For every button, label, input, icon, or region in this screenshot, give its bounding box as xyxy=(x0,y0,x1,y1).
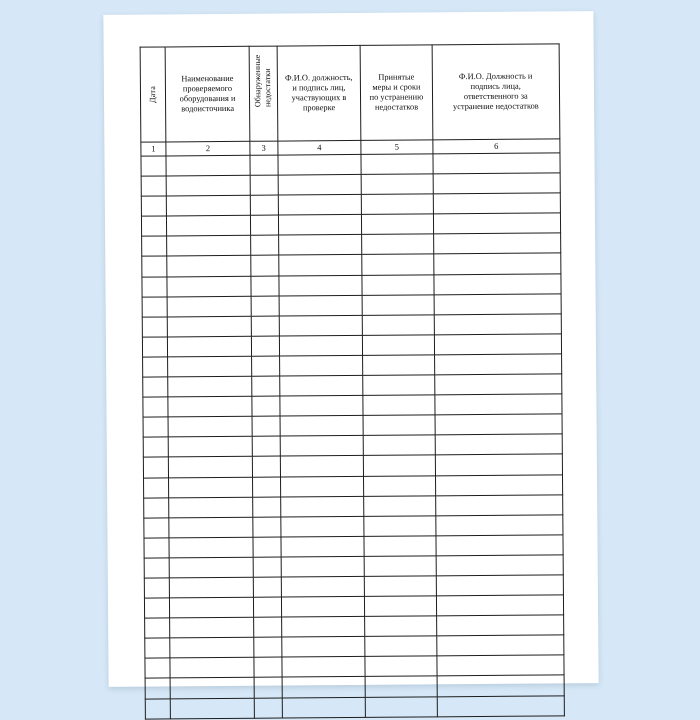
table-cell[interactable] xyxy=(436,555,564,576)
table-cell[interactable] xyxy=(167,236,251,257)
table-cell[interactable] xyxy=(434,394,562,415)
table-cell[interactable] xyxy=(252,477,280,497)
table-cell[interactable] xyxy=(363,375,434,396)
column-header-responsible xyxy=(432,44,560,140)
table-cell[interactable] xyxy=(168,376,252,397)
table-cell[interactable] xyxy=(169,477,253,498)
table-cell[interactable] xyxy=(361,174,432,195)
document-page xyxy=(103,11,598,687)
table-cell[interactable] xyxy=(144,538,169,558)
column-header-equipment-line2: проверяемого xyxy=(182,83,233,94)
table-cell[interactable] xyxy=(365,676,436,697)
table-cell[interactable] xyxy=(280,476,364,497)
table-cell[interactable] xyxy=(436,535,564,556)
table-cell[interactable] xyxy=(143,417,168,437)
table-cell[interactable] xyxy=(433,253,561,274)
table-cell[interactable] xyxy=(254,698,282,718)
table-cell[interactable] xyxy=(364,556,435,577)
table-cell[interactable] xyxy=(278,235,362,256)
table-cell[interactable] xyxy=(362,295,433,316)
table-cell[interactable] xyxy=(366,696,437,717)
table-cell[interactable] xyxy=(253,577,281,597)
table-cell[interactable] xyxy=(167,296,251,317)
table-cell[interactable] xyxy=(279,396,363,417)
table-cell[interactable] xyxy=(141,216,166,236)
table-cell[interactable] xyxy=(254,617,282,637)
table-cell[interactable] xyxy=(170,658,254,679)
table-cell[interactable] xyxy=(169,517,253,538)
table-cell[interactable] xyxy=(362,254,433,275)
table-cell[interactable] xyxy=(281,576,365,597)
table-cell[interactable] xyxy=(170,638,254,659)
table-cell[interactable] xyxy=(143,357,168,377)
table-cell[interactable] xyxy=(365,596,436,617)
table-cell[interactable] xyxy=(142,236,167,256)
column-header-measures-line2: меры и сроки xyxy=(372,82,421,92)
column-header-defects-label xyxy=(252,54,273,108)
table-cell[interactable] xyxy=(281,596,365,617)
table-cell[interactable] xyxy=(361,154,432,175)
table-cell[interactable] xyxy=(279,335,363,356)
table-cell[interactable] xyxy=(433,273,561,294)
table-cell[interactable] xyxy=(278,255,362,276)
table-cell[interactable] xyxy=(251,276,279,296)
table-cell[interactable] xyxy=(253,517,281,537)
table-cell[interactable] xyxy=(363,355,434,376)
table-cell[interactable] xyxy=(253,597,281,617)
table-cell[interactable] xyxy=(144,578,169,598)
table-cell[interactable] xyxy=(169,497,253,518)
table-cell[interactable] xyxy=(145,658,170,678)
table-cell[interactable] xyxy=(252,436,280,456)
table-cell[interactable] xyxy=(363,315,434,336)
table-cell[interactable] xyxy=(251,336,279,356)
table-cell[interactable] xyxy=(364,536,435,557)
table-cell[interactable] xyxy=(143,457,168,477)
column-header-inspectors-line2: и подпись лиц, xyxy=(292,82,346,93)
column-header-responsible-line1: Ф.И.О. Должность и xyxy=(458,71,533,81)
table-cell[interactable] xyxy=(250,155,278,175)
table-cell[interactable] xyxy=(279,375,363,396)
table-cell[interactable] xyxy=(251,356,279,376)
table-cell[interactable] xyxy=(142,317,167,337)
page-content-area xyxy=(140,43,565,656)
table-cell[interactable] xyxy=(365,616,436,637)
table-cell[interactable] xyxy=(254,657,282,677)
table-cell[interactable] xyxy=(144,477,169,497)
journal-table xyxy=(140,43,565,719)
table-cell[interactable] xyxy=(279,315,363,336)
table-cell[interactable] xyxy=(281,556,365,577)
table-cell[interactable] xyxy=(142,277,167,297)
table-cell[interactable] xyxy=(435,494,563,515)
table-cell[interactable] xyxy=(250,195,278,215)
table-cell[interactable] xyxy=(362,234,433,255)
table-cell[interactable] xyxy=(434,314,562,335)
table-cell[interactable] xyxy=(254,637,282,657)
column-header-equipment-line3: оборудования и xyxy=(179,93,236,104)
table-cell[interactable] xyxy=(282,677,366,698)
table-cell[interactable] xyxy=(170,698,254,719)
column-number-5: 5 xyxy=(361,140,432,155)
table-cell[interactable] xyxy=(169,577,253,598)
table-cell[interactable] xyxy=(365,576,436,597)
table-cell[interactable] xyxy=(168,356,252,377)
table-cell[interactable] xyxy=(435,515,563,536)
table-cell[interactable] xyxy=(281,657,365,678)
table-cell[interactable] xyxy=(166,155,250,176)
column-header-equipment xyxy=(165,46,250,142)
column-header-inspectors-line3: участвующих в xyxy=(291,93,347,103)
table-cell[interactable] xyxy=(278,215,362,236)
column-number-4: 4 xyxy=(277,140,361,155)
table-cell[interactable] xyxy=(144,558,169,578)
table-cell[interactable] xyxy=(143,397,168,417)
table-row[interactable] xyxy=(145,695,564,718)
table-cell[interactable] xyxy=(434,294,562,315)
table-cell[interactable] xyxy=(168,437,252,458)
table-cell[interactable] xyxy=(170,597,254,618)
table-cell[interactable] xyxy=(168,457,252,478)
column-header-responsible-line4: устранение недостатков xyxy=(452,101,539,112)
table-cell[interactable] xyxy=(143,437,168,457)
table-cell[interactable] xyxy=(363,395,434,416)
table-cell[interactable] xyxy=(144,598,169,618)
table-body xyxy=(141,139,565,719)
table-cell[interactable] xyxy=(252,396,280,416)
table-cell[interactable] xyxy=(278,175,362,196)
column-header-equipment-line1: Наименование xyxy=(181,73,234,83)
column-number-3: 3 xyxy=(250,141,278,155)
table-cell[interactable] xyxy=(169,537,253,558)
column-header-date xyxy=(140,47,166,142)
column-number-1: 1 xyxy=(141,142,166,156)
table-cell[interactable] xyxy=(252,376,280,396)
table-cell[interactable] xyxy=(145,618,170,638)
table-cell[interactable] xyxy=(433,233,561,254)
table-cell[interactable] xyxy=(435,454,563,475)
table-cell[interactable] xyxy=(434,334,562,355)
table-cell[interactable] xyxy=(278,154,362,175)
table-cell[interactable] xyxy=(365,636,436,657)
table-cell[interactable] xyxy=(253,537,281,557)
table-cell[interactable] xyxy=(251,256,279,276)
table-cell[interactable] xyxy=(364,475,435,496)
table-head xyxy=(140,44,560,142)
table-cell[interactable] xyxy=(142,256,167,276)
table-cell[interactable] xyxy=(250,175,278,195)
table-cell[interactable] xyxy=(166,195,250,216)
table-cell[interactable] xyxy=(141,196,166,216)
table-cell[interactable] xyxy=(280,496,364,517)
column-header-defects-line1: Обнаруженные xyxy=(252,54,263,108)
column-header-responsible-line3: ответственного за xyxy=(463,91,528,102)
table-cell[interactable] xyxy=(253,557,281,577)
table-cell[interactable] xyxy=(363,335,434,356)
table-cell[interactable] xyxy=(364,435,435,456)
column-header-responsible-line2: подпись лица, xyxy=(470,81,521,91)
table-cell[interactable] xyxy=(142,297,167,317)
table-cell[interactable] xyxy=(433,213,561,234)
table-cell[interactable] xyxy=(251,316,279,336)
table-cell[interactable] xyxy=(253,497,281,517)
column-header-inspectors xyxy=(277,45,362,141)
table-cell[interactable] xyxy=(363,415,434,436)
column-header-measures-line1: Принятые xyxy=(378,71,415,82)
column-header-measures-line4: недостатков xyxy=(374,102,419,113)
table-cell[interactable] xyxy=(166,175,250,196)
table-cell[interactable] xyxy=(436,595,564,616)
table-cell[interactable] xyxy=(278,195,362,216)
table-cell[interactable] xyxy=(280,416,364,437)
table-cell[interactable] xyxy=(145,698,170,718)
table-cell[interactable] xyxy=(145,638,170,658)
table-cell[interactable] xyxy=(436,655,564,676)
table-cell[interactable] xyxy=(433,153,561,174)
table-cell[interactable] xyxy=(433,193,561,214)
table-cell[interactable] xyxy=(365,656,436,677)
table-cell[interactable] xyxy=(170,678,254,699)
table-cell[interactable] xyxy=(250,215,278,235)
table-cell[interactable] xyxy=(435,414,563,435)
column-header-date-label: Дата xyxy=(148,85,158,104)
column-number-6: 6 xyxy=(432,139,560,154)
table-cell[interactable] xyxy=(433,173,561,194)
table-cell[interactable] xyxy=(434,354,562,375)
table-cell[interactable] xyxy=(279,355,363,376)
table-cell[interactable] xyxy=(280,436,364,457)
column-number-2: 2 xyxy=(166,141,250,156)
table-cell[interactable] xyxy=(142,337,167,357)
table-cell[interactable] xyxy=(362,214,433,235)
header-row xyxy=(140,44,560,142)
table-cell[interactable] xyxy=(167,256,251,277)
table-cell[interactable] xyxy=(437,695,565,716)
table-cell[interactable] xyxy=(141,156,166,176)
table-cell[interactable] xyxy=(364,495,435,516)
table-cell[interactable] xyxy=(364,516,435,537)
table-cell[interactable] xyxy=(434,374,562,395)
table-cell[interactable] xyxy=(141,176,166,196)
table-cell[interactable] xyxy=(279,295,363,316)
table-cell[interactable] xyxy=(280,516,364,537)
table-cell[interactable] xyxy=(282,697,366,718)
table-cell[interactable] xyxy=(168,416,252,437)
table-cell[interactable] xyxy=(252,456,280,476)
table-cell[interactable] xyxy=(251,235,279,255)
column-header-defects xyxy=(249,46,277,141)
column-header-inspectors-line1: Ф.И.О. должность, xyxy=(285,72,353,83)
table-cell[interactable] xyxy=(280,456,364,477)
column-header-measures-line3: по устранению xyxy=(369,92,424,102)
table-cell[interactable] xyxy=(436,615,564,636)
table-cell[interactable] xyxy=(145,678,170,698)
table-cell[interactable] xyxy=(170,617,254,638)
table-cell[interactable] xyxy=(364,455,435,476)
column-header-measures xyxy=(360,45,432,141)
table-cell[interactable] xyxy=(251,296,279,316)
table-cell[interactable] xyxy=(362,194,433,215)
table-cell[interactable] xyxy=(281,637,365,658)
column-header-inspectors-line4: проверке xyxy=(302,103,336,113)
table-cell[interactable] xyxy=(167,216,251,237)
column-header-defects-line2: недостатки xyxy=(263,68,273,108)
table-cell[interactable] xyxy=(362,274,433,295)
table-cell[interactable] xyxy=(436,575,564,596)
table-cell[interactable] xyxy=(144,518,169,538)
table-cell[interactable] xyxy=(168,336,252,357)
table-cell[interactable] xyxy=(435,434,563,455)
table-cell[interactable] xyxy=(252,416,280,436)
table-cell[interactable] xyxy=(435,474,563,495)
table-cell[interactable] xyxy=(254,677,282,697)
column-header-equipment-line4: водоисточника xyxy=(181,104,235,114)
table-cell[interactable] xyxy=(436,635,564,656)
table-cell[interactable] xyxy=(143,377,168,397)
table-cell[interactable] xyxy=(167,276,251,297)
table-cell[interactable] xyxy=(169,557,253,578)
table-cell[interactable] xyxy=(144,498,169,518)
table-cell[interactable] xyxy=(281,536,365,557)
table-cell[interactable] xyxy=(167,316,251,337)
table-cell[interactable] xyxy=(168,396,252,417)
table-cell[interactable] xyxy=(437,675,565,696)
table-cell[interactable] xyxy=(281,617,365,638)
table-cell[interactable] xyxy=(278,275,362,296)
